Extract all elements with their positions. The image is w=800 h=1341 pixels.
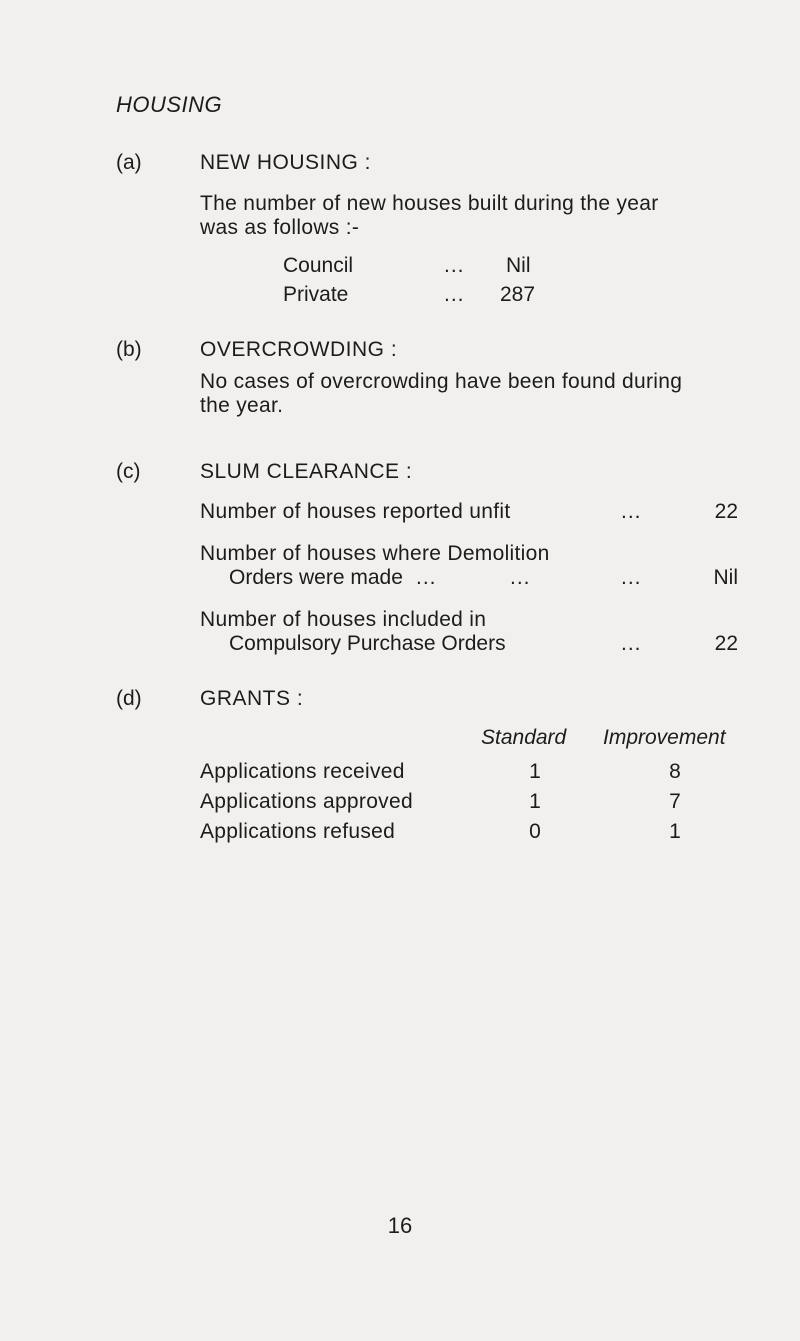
council-label: Council bbox=[283, 254, 354, 277]
section-a-heading: NEW HOUSING : bbox=[200, 151, 372, 174]
demolition-dots-3: ... bbox=[621, 566, 642, 589]
section-a-text-line1: The number of new houses built during the year bbox=[200, 192, 659, 215]
section-b-text-line1: No cases of overcrowding have been found during bbox=[200, 370, 683, 393]
column-standard: Standard bbox=[481, 726, 567, 749]
section-c-label: (c) bbox=[116, 460, 141, 483]
council-dots: ... bbox=[444, 254, 465, 277]
page-number: 16 bbox=[387, 1213, 413, 1238]
page-title: HOUSING bbox=[116, 92, 223, 117]
applications-refused-improvement: 1 bbox=[669, 820, 681, 843]
section-a-label: (a) bbox=[116, 151, 142, 174]
applications-refused-standard: 0 bbox=[529, 820, 541, 843]
unfit-label: Number of houses reported unfit bbox=[200, 500, 511, 523]
demolition-label-line1: Number of houses where Demolition bbox=[200, 542, 550, 565]
section-d-heading: GRANTS : bbox=[200, 687, 304, 710]
unfit-dots: ... bbox=[621, 500, 642, 523]
applications-received-improvement: 8 bbox=[669, 760, 681, 783]
applications-refused-label: Applications refused bbox=[200, 820, 396, 843]
compulsory-dots: ... bbox=[621, 632, 642, 655]
applications-approved-standard: 1 bbox=[529, 790, 541, 813]
demolition-dots-2: ... bbox=[510, 566, 531, 589]
applications-approved-improvement: 7 bbox=[669, 790, 681, 813]
demolition-value: Nil bbox=[713, 566, 738, 589]
private-value: 287 bbox=[500, 283, 536, 306]
applications-approved-label: Applications approved bbox=[200, 790, 413, 813]
section-b-label: (b) bbox=[116, 338, 142, 361]
private-label: Private bbox=[283, 283, 349, 306]
section-d-label: (d) bbox=[116, 687, 142, 710]
section-b-heading: OVERCROWDING : bbox=[200, 338, 398, 361]
compulsory-label-line1: Number of houses included in bbox=[200, 608, 487, 631]
column-improvement: Improvement bbox=[603, 726, 726, 749]
compulsory-label-line2: Compulsory Purchase Orders bbox=[229, 632, 506, 655]
section-c-heading: SLUM CLEARANCE : bbox=[200, 460, 413, 483]
private-dots: ... bbox=[444, 283, 465, 306]
section-a-text-line2: was as follows :- bbox=[200, 216, 360, 239]
unfit-value: 22 bbox=[714, 500, 738, 523]
council-value: Nil bbox=[506, 254, 531, 277]
compulsory-value: 22 bbox=[714, 632, 738, 655]
applications-received-standard: 1 bbox=[529, 760, 541, 783]
section-b-text-line2: the year. bbox=[200, 394, 284, 417]
demolition-dots-1: ... bbox=[416, 566, 437, 589]
applications-received-label: Applications received bbox=[200, 760, 405, 783]
demolition-label-line2: Orders were made bbox=[229, 566, 403, 589]
